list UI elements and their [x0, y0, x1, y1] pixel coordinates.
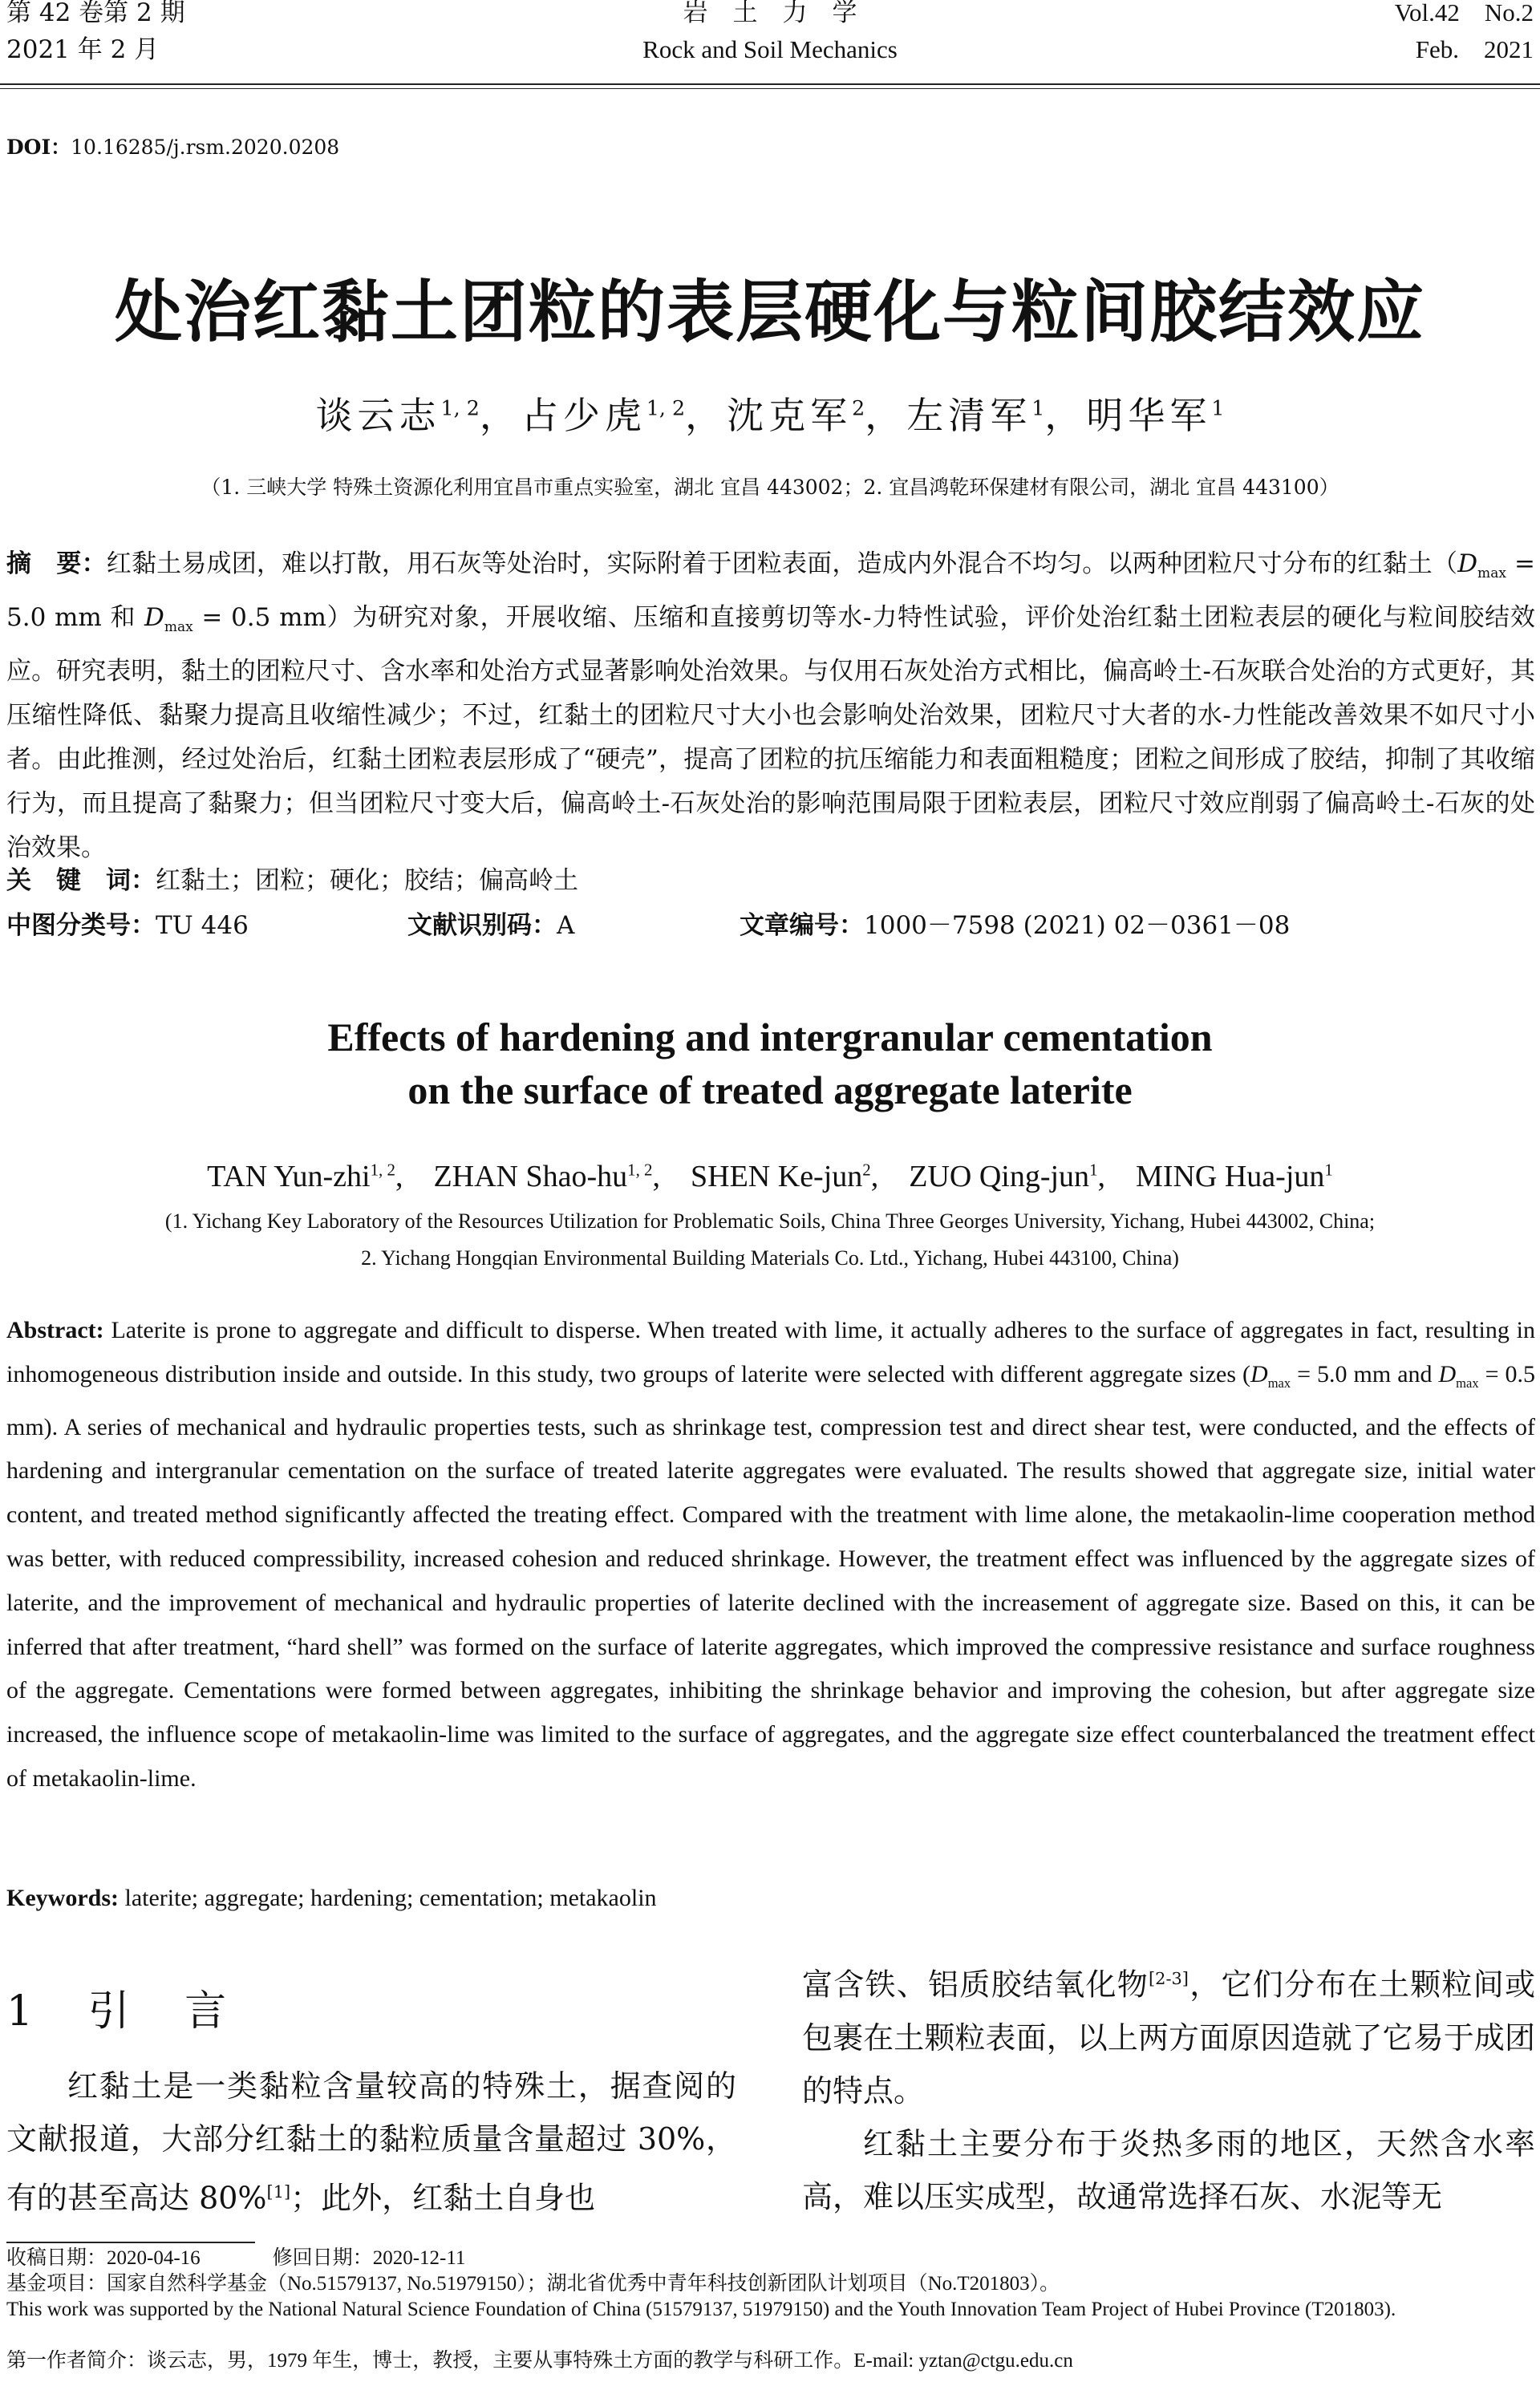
header-date-en: Feb. 2021: [1415, 35, 1534, 63]
author-en-4: ZUO Qing-jun$^1$,: [909, 1160, 1137, 1193]
intro-right-column: 富含铁、铝质胶结氧化物[2-3]，它们分布在土颗粒间或包裹在土颗粒表面，以上两方面原因造就了它易于成团的特点。 红黏土主要分布于炎热多雨的地区，天然含水率高，难以压实成型，故通常选择石灰、水泥等无: [802, 1967, 1535, 2214]
author-cn-1: 谈云志$^{1, 2}$，: [315, 394, 521, 437]
doi: [6, 132, 339, 160]
author-en-3: SHEN Ke-jun$^2$,: [691, 1160, 910, 1193]
authors-en: [0, 1151, 1540, 1195]
abstract-cn: 摘 要：红黏土易成团，难以打散，用石灰等处治时，实际附着于团粒表面，造成内外混合不均匀。以两种团粒尺寸分布的红黏土（$D_{max} = 5.0$ mm 和 $D_{max} = 0.5$ mm）为研究对象，开展收缩、压缩和直接剪切等水-力特性试验，评价处治红黏土团粒表层的硬化与粒间胶结效应。研究表明，黏土的团粒尺寸、含水率和处治方式显著影响处治效果。与仅用石灰处治方式相比，偏高岭土-石灰联合处治的方式更好，其压缩性降低、黏聚力提高且收缩性减少；不过，红黏土的团粒尺寸大小也会影响处治效果，团粒尺寸大者的水-力性能改善效果不如尺寸小者。由此推测，经过处治后，红黏土团粒表层形成了“硬壳”，提高了团粒的抗压缩能力和表面粗糙度；团粒之间形成了胶结，抑制了其收缩行为，而且提高了黏聚力；但当团粒尺寸变大后，偏高岭土-石灰处治的影响范围局限于团粒表层，团粒尺寸效应削弱了偏高岭土-石灰的处治效果。: [6, 549, 1535, 863]
footnote-dates: 收稿日期：2020-04-16 修回日期：2020-12-11: [6, 2247, 466, 2269]
header-volume-en: Vol.42 No.2: [1394, 0, 1534, 26]
author-en-1: TAN Yun-zhi$^{1, 2}$,: [207, 1160, 434, 1193]
doi-label: DOI：: [6, 136, 71, 159]
author-cn-2: 占少虎$^{1, 2}$，: [521, 394, 727, 437]
author-cn-3: 沈克军$^2$，: [727, 394, 907, 437]
affiliation-en: (1. Yichang Key Laboratory of the Resources Utilization for Problematic Soils, China Three Georges University, Yichang, Hubei 443002, China; 2. Yichang Hongqian Environmental Building Materials Co. Ltd., Yichang, Hubei 443100, China): [164, 1209, 1376, 1270]
citation-2-3[interactable]: [2-3]: [1149, 1969, 1189, 1988]
intro-left-column: 红黏土是一类黏粒含量较高的特殊土，据查阅的文献报道，大部分红黏土的黏粒质量含量超过 30%，有的甚至高达 80%[1]；此外，红黏土自身也: [6, 2068, 736, 2216]
keywords-cn: 关 键 词：红黏土；团粒；硬化；胶结；偏高岭土: [6, 866, 578, 895]
author-en-5: MING Hua-jun$^1$: [1136, 1160, 1333, 1193]
citation-1[interactable]: [1]: [266, 2182, 291, 2202]
header-journal-en: Rock and Soil Mechanics: [642, 35, 898, 63]
keywords-en-label: Keywords:: [6, 1885, 119, 1911]
abstract-en-label: Abstract:: [6, 1317, 104, 1343]
author-en-2: ZHAN Shao-hu$^{1, 2}$,: [433, 1160, 691, 1193]
authors-cn: [0, 387, 1540, 440]
document-code: 文献识别码：A: [407, 911, 575, 940]
affiliation-cn: （1. 三峡大学 特殊土资源化利用宜昌市重点实验室，湖北 宜昌 443002；2. 宜昌鸿乾环保建材有限公司，湖北 宜昌 443100）: [201, 476, 1339, 499]
keywords-cn-label: 关 键 词：: [6, 866, 156, 895]
section-heading-introduction: 1 引 言: [6, 1987, 248, 2036]
article-number: 文章编号：1000－7598 (2021) 02－0361－08: [740, 911, 1291, 940]
header-volume-cn: 第 42 卷第 2 期: [6, 0, 185, 27]
abstract-cn-label: 摘 要：: [6, 549, 107, 578]
abstract-en: Abstract: Laterite is prone to aggregate and difficult to disperse. When treated with lime, it actually adheres to the surface of aggregates in fact, resulting in inhomogeneous distribution inside and outside. In this study, two groups of laterite were selected with different aggregate sizes ($D_{max} = 5.0$ mm and $D_{max} = 0.5$ mm). A series of mechanical and hydraulic properties tests, such as shrinkage test, compression test and direct shear test, were conducted, and the effects of hardening and intergranular cementation on the surface of treated laterite aggregates were evaluated. The results showed that aggregate size, initial water content, and treated method significantly affected the treating effect. Compared with the treatment with lime alone, the metakaolin-lime cooperation method was better, with reduced compressibility, increased cohesion and reduced shrinkage. However, the treatment effect was influenced by the aggregate sizes of laterite, and the improvement of mechanical and hydraulic properties of laterite declined with the increasement of aggregate size. Based on this, it can be inferred that after treatment, “hard shell” was formed on the surface of laterite aggregates, which improved the compressive resistance and surface roughness of the aggregate. Cementations were formed between aggregates, inhibiting the shrinkage behavior and improving the cohesion, but after aggregate size increased, the influence scope of metakaolin-lime was limited to the surface of aggregates, and the aggregate size effect counterbalanced the treatment effect of metakaolin-lime.: [6, 1317, 1536, 1792]
footnote-rule: [6, 2242, 255, 2243]
header-rule-thin: [0, 88, 1540, 89]
keywords-en: Keywords: laterite; aggregate; hardening; cementation; metakaolin: [6, 1885, 657, 1911]
footnote-author: 第一作者简介：谈云志，男，1979 年生，博士，教授，主要从事特殊土方面的教学与科研工作。E-mail: yztan@ctgu.edu.cn: [6, 2350, 1073, 2372]
page-title-cn: 处治红黏土团粒的表层硬化与粒间胶结效应: [114, 273, 1425, 351]
clc-number: 中图分类号：TU 446: [6, 911, 249, 940]
page-title-en: Effects of hardening and intergranular cementation on the surface of treated aggregate laterite: [327, 1015, 1213, 1112]
footnote-fund-en: This work was supported by the National Natural Science Foundation of China (51579137, 51979150) and the Youth Innovation Team Project of Hubei Province (T201803).: [6, 2299, 1396, 2320]
author-cn-5: 明华军$^1$: [1086, 394, 1225, 437]
header-date-cn: 2021 年 2 月: [6, 35, 160, 64]
footnote-fund: 基金项目：国家自然科学基金（No.51579137, No.51979150）；湖北省优秀中青年科技创新团队计划项目（No.T201803）。: [6, 2273, 1060, 2295]
header-journal-cn: 岩 土 力 学: [683, 0, 857, 27]
header-rule: [0, 83, 1540, 85]
author-cn-4: 左清军$^1$，: [906, 394, 1087, 437]
doi-value[interactable]: 10.16285/j.rsm.2020.0208: [71, 136, 340, 159]
